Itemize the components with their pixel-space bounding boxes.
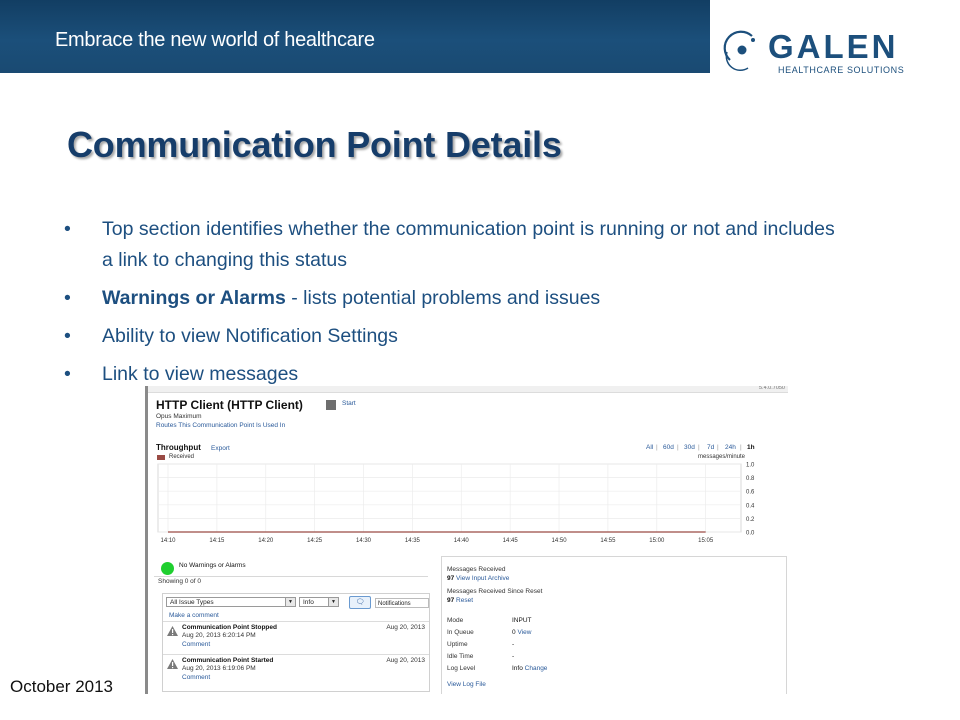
notifications-label: Notifications xyxy=(378,601,411,607)
bullet-list xyxy=(64,214,844,397)
bullet-item xyxy=(64,321,844,352)
since-reset-row xyxy=(447,597,473,604)
logo-swoosh-icon xyxy=(722,30,764,72)
comment-link[interactable]: Comment xyxy=(182,641,211,648)
x-tick-label: 14:20 xyxy=(258,538,274,544)
issues-box xyxy=(162,593,430,692)
issue-row xyxy=(163,656,429,688)
warnings-status: No Warnings or Alarms xyxy=(179,562,246,569)
warning-icon xyxy=(167,626,178,636)
issue-date: Aug 20, 2013 xyxy=(386,657,425,664)
mode-label: Mode xyxy=(447,617,464,624)
bullet-text: Ability to view Notification Settings xyxy=(102,325,398,347)
routes-link[interactable]: Routes This Communication Point Is Used In xyxy=(156,422,286,429)
uptime-label: Uptime xyxy=(447,641,468,648)
header-banner xyxy=(0,0,710,73)
range-7d[interactable]: 7d xyxy=(707,444,715,451)
message-info-panel xyxy=(441,556,787,694)
y-tick-label: 0.0 xyxy=(746,530,755,537)
range-1h[interactable]: 1h xyxy=(747,444,755,451)
idle-time-value: - xyxy=(512,653,515,660)
y-tick-label: 0.2 xyxy=(746,516,755,523)
issue-title: Communication Point Started xyxy=(182,657,274,664)
messages-received-label: Messages Received xyxy=(447,566,506,573)
issue-timestamp: Aug 20, 2013 6:20:14 PM xyxy=(182,632,256,639)
idle-time-label: Idle Time xyxy=(447,653,474,660)
x-tick-label: 14:40 xyxy=(453,538,469,544)
export-link[interactable]: Export xyxy=(211,445,230,452)
level-value: Info xyxy=(303,599,314,606)
x-tick-label: 14:15 xyxy=(209,538,225,544)
x-tick-label: 14:30 xyxy=(356,538,372,544)
range-separator: | xyxy=(656,444,658,451)
logo-subtitle: HEALTHCARE SOLUTIONS xyxy=(778,65,905,75)
bullet-dot: • xyxy=(64,287,71,309)
issue-type-value: All Issue Types xyxy=(170,599,214,606)
bullet-text: Top section identifies whether the communication point is running or not and includes a link to changing this status xyxy=(102,218,835,271)
banner-tagline: Embrace the new world of healthcare xyxy=(55,29,375,51)
bullet-item xyxy=(64,283,844,314)
make-comment-link[interactable]: Make a comment xyxy=(169,612,219,619)
issue-row xyxy=(163,623,429,655)
bullet-bold-text: Warnings or Alarms xyxy=(102,287,286,309)
ok-status-icon xyxy=(161,562,174,575)
messages-received-row xyxy=(447,575,509,582)
issue-type-dropdown[interactable] xyxy=(286,597,296,607)
chevron-down-icon: ▼ xyxy=(328,598,338,606)
communication-point-title: HTTP Client (HTTP Client) xyxy=(156,398,303,412)
range-24h[interactable]: 24h xyxy=(725,444,736,451)
bullet-text: - lists potential problems and issues xyxy=(285,287,601,309)
range-separator: | xyxy=(698,444,700,451)
version-label: 5.4.0.7050 xyxy=(759,386,785,391)
uptime-value: - xyxy=(512,641,515,648)
bullet-dot: • xyxy=(64,325,71,347)
bullet-dot: • xyxy=(64,363,71,385)
range-30d[interactable]: 30d xyxy=(684,444,695,451)
in-queue-row xyxy=(512,629,531,636)
y-tick-label: 0.6 xyxy=(746,489,755,496)
plot-area xyxy=(158,464,741,532)
start-link[interactable]: Start xyxy=(342,400,356,407)
since-reset-count: 97 xyxy=(447,597,455,604)
issue-type-select[interactable] xyxy=(166,597,294,607)
level-select[interactable] xyxy=(299,597,339,607)
stopped-status-icon xyxy=(326,400,336,410)
issue-date: Aug 20, 2013 xyxy=(386,624,425,631)
slide-title: Communication Point Details xyxy=(67,124,562,165)
legend-label: Received xyxy=(169,454,195,460)
view-queue-link[interactable]: View xyxy=(517,629,532,636)
in-queue-label: In Queue xyxy=(447,629,474,636)
issue-title: Communication Point Stopped xyxy=(182,624,277,631)
divider xyxy=(154,576,428,577)
reset-link[interactable]: Reset xyxy=(456,597,474,604)
notifications-button[interactable] xyxy=(349,596,371,609)
throughput-label: Throughput xyxy=(156,443,201,452)
bullet-item xyxy=(64,214,844,276)
embedded-screenshot xyxy=(145,386,788,694)
x-tick-label: 14:35 xyxy=(404,538,420,544)
galen-logo xyxy=(722,26,922,78)
x-tick-label: 14:10 xyxy=(160,538,176,544)
since-reset-label: Messages Received Since Reset xyxy=(447,588,543,595)
view-log-file-link[interactable]: View Log File xyxy=(447,681,486,688)
x-tick-label: 14:55 xyxy=(600,538,616,544)
view-input-archive-link[interactable]: View Input Archive xyxy=(456,575,510,582)
log-level-value: Info xyxy=(512,665,523,672)
x-tick-label: 14:25 xyxy=(307,538,323,544)
bullet-dot: • xyxy=(64,218,71,240)
x-tick-label: 14:45 xyxy=(502,538,518,544)
y-tick-label: 0.4 xyxy=(746,503,755,510)
issue-timestamp: Aug 20, 2013 6:19:06 PM xyxy=(182,665,256,672)
divider xyxy=(163,621,429,622)
y-tick-label: 0.8 xyxy=(746,476,755,483)
range-separator: | xyxy=(677,444,679,451)
warning-icon xyxy=(167,659,178,669)
change-log-level-link[interactable]: Change xyxy=(524,665,548,672)
y-tick-label: 1.0 xyxy=(746,462,755,469)
screenshot-topbar xyxy=(148,386,788,393)
comment-link[interactable]: Comment xyxy=(182,674,211,681)
communication-point-subtitle: Opus Maximum xyxy=(156,413,202,420)
x-tick-label: 15:05 xyxy=(698,538,714,544)
footer-date: October 2013 xyxy=(10,677,114,696)
range-60d[interactable]: 60d xyxy=(663,444,674,451)
speech-bubble-icon: 🗨 xyxy=(355,599,365,606)
showing-count: Showing 0 of 0 xyxy=(158,578,202,585)
log-level-row xyxy=(512,665,547,672)
in-queue-value: 0 xyxy=(512,629,516,636)
x-tick-label: 14:50 xyxy=(551,538,567,544)
throughput-chart xyxy=(148,462,788,552)
logo-name: GALEN xyxy=(768,28,899,65)
divider xyxy=(163,654,429,655)
warnings-panel xyxy=(154,556,428,694)
messages-received-count: 97 xyxy=(447,575,455,582)
bullet-text: Link to view messages xyxy=(102,363,299,385)
chevron-down-icon: ▼ xyxy=(285,598,295,606)
range-separator: | xyxy=(740,444,742,451)
range-all[interactable]: All xyxy=(646,444,654,451)
log-level-label: Log Level xyxy=(447,665,476,672)
notifications-select[interactable] xyxy=(375,598,429,608)
x-tick-label: 15:00 xyxy=(649,538,665,544)
mode-value: INPUT xyxy=(512,617,532,624)
units-label: messages/minute xyxy=(698,454,746,460)
legend-swatch xyxy=(157,455,165,460)
range-separator: | xyxy=(717,444,719,451)
